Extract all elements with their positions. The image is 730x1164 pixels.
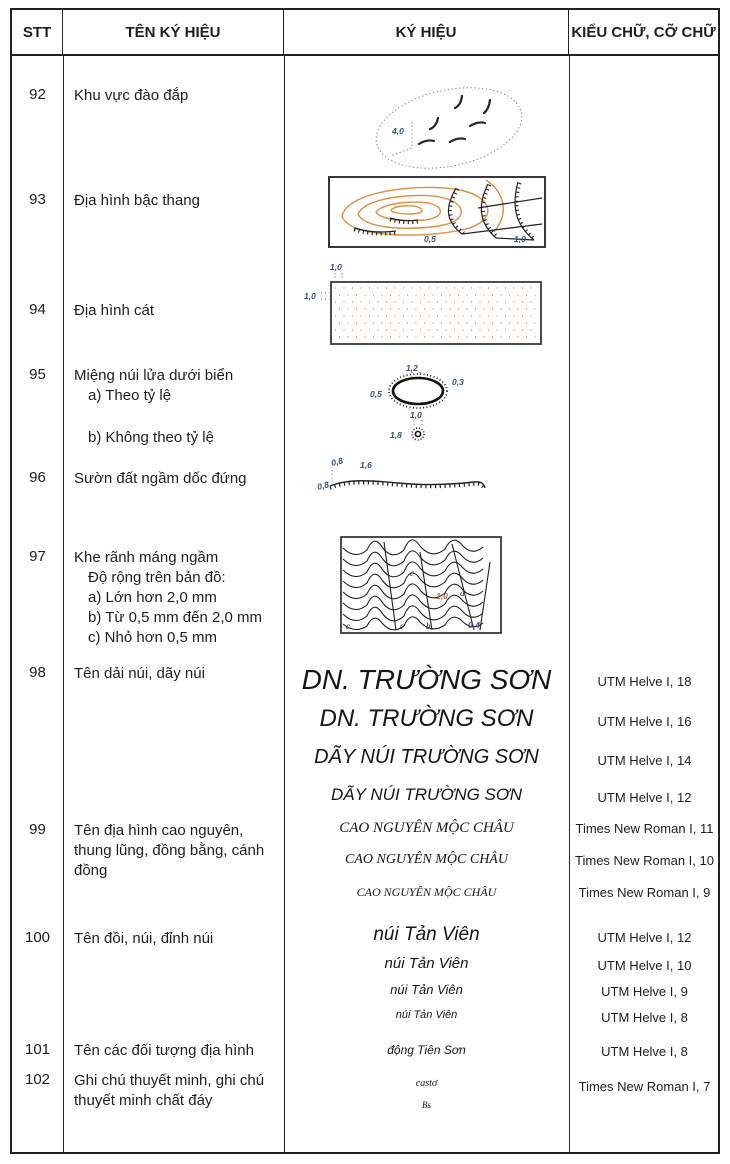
dimension-label: 0,8 [330, 455, 344, 468]
row-101-number: 101 [24, 1041, 51, 1058]
sample-text: DÃY NÚI TRƯỜNG SƠN [331, 785, 522, 804]
dimension-label: 0,4 [468, 620, 480, 630]
symbol-96-steep-underwater-slope [318, 456, 496, 506]
column-divider [63, 56, 64, 1154]
dimension-label: 0,8 [316, 479, 330, 492]
sample-text: núi Tản Viên [390, 982, 463, 997]
row-97-note: Độ rộng trên bản đồ: [88, 569, 226, 586]
table-body [12, 56, 718, 1154]
sample-text: núi Tản Viên [373, 924, 480, 945]
symbol-97-underground-gully [340, 536, 502, 634]
symbol-93-terraced-terrain [328, 176, 546, 248]
row-99-number: 99 [29, 821, 46, 838]
row-97-sub-b: b) Từ 0,5 mm đến 2,0 mm [88, 609, 262, 626]
font-spec: UTM Helve I, 8 [601, 1010, 688, 1025]
font-spec: UTM Helve I, 12 [597, 930, 692, 945]
font-spec: Times New Roman I, 10 [575, 853, 714, 868]
row-101-name: Tên các đối tượng địa hình [74, 1042, 254, 1059]
font-spec: UTM Helve I, 14 [597, 753, 692, 768]
sample-text: DÃY NÚI TRƯỜNG SƠN [314, 746, 539, 768]
sample-text: CAO NGUYÊN MỘC CHÂU [345, 852, 508, 867]
symbol-92-excavation-area [364, 82, 534, 174]
sample-text: núi Tản Viên [384, 955, 469, 972]
gully-letter: c [410, 568, 414, 578]
gully-letter: c [400, 621, 404, 631]
header-symbol: KÝ HIỆU [284, 10, 569, 54]
sample-text: CAO NGUYÊN MỘC CHÂU [339, 820, 514, 836]
row-102-name: Ghi chú thuyết minh, ghi chú thuyết minh chất đáy [74, 1072, 265, 1109]
dimension-label: 1,0 [410, 410, 422, 420]
gully-letter: c [346, 621, 350, 631]
row-97-sub-c: c) Nhỏ hơn 0,5 mm [88, 629, 218, 646]
row-96-name: Sườn đất ngầm dốc đứng [74, 470, 247, 487]
dimension-label: 1,0 [514, 234, 526, 244]
row-92-name: Khu vực đào đắp [74, 87, 189, 104]
dimension-label: 4,0 [392, 126, 404, 136]
row-93-name: Địa hình bậc thang [74, 192, 200, 209]
row-99-name: Tên địa hình cao nguyên, thung lũng, đồng bằng, cánh đồng [74, 822, 265, 879]
row-95-name: Miệng núi lửa dưới biển [74, 367, 234, 384]
row-102-number: 102 [24, 1071, 51, 1088]
row-98-name: Tên dải núi, dãy núi [74, 665, 205, 682]
dimension-label: 1,2 [406, 363, 418, 373]
symbol-95-underwater-volcano [360, 364, 488, 450]
sample-text: Bs [422, 1100, 431, 1110]
header-font-spec: KIỂU CHỮ, CỠ CHỮ [571, 23, 716, 41]
dimension-label: 1,6 [360, 460, 372, 470]
table-header [12, 10, 718, 56]
gully-letter: a [460, 588, 465, 598]
row-100-name: Tên đồi, núi, đỉnh núi [74, 930, 214, 947]
row-97-number: 97 [29, 548, 46, 565]
sample-text: castơ [415, 1078, 438, 1089]
row-98-number: 98 [29, 664, 46, 681]
row-97-name: Khe rãnh máng ngầm [74, 549, 219, 566]
font-spec: UTM Helve I, 8 [601, 1044, 688, 1059]
row-100-number: 100 [24, 929, 51, 946]
row-94-name: Địa hình cát [74, 302, 155, 319]
dimension-label: 1,0 [330, 262, 342, 272]
sample-text: động Tiên Sơn [387, 1043, 466, 1057]
font-spec: UTM Helve I, 9 [601, 984, 688, 999]
header-stt: STT [12, 10, 63, 54]
row-95-number: 95 [29, 366, 46, 383]
row-92-number: 92 [29, 86, 46, 103]
font-spec: UTM Helve I, 10 [597, 958, 692, 973]
row-96-number: 96 [29, 469, 46, 486]
row-95-sub-a: a) Theo tỷ lệ [88, 387, 172, 404]
sample-text: CAO NGUYÊN MỘC CHÂU [356, 885, 497, 899]
gully-letter: b [426, 621, 431, 631]
symbol-94-sand-terrain [303, 260, 547, 350]
sample-text: DN. TRƯỜNG SƠN [301, 664, 552, 695]
dimension-label: 1,0 [436, 591, 448, 601]
font-spec: Times New Roman I, 9 [578, 885, 711, 900]
header-symbol-name: TÊN KÝ HIỆU [63, 10, 284, 54]
font-spec: Times New Roman I, 11 [575, 821, 714, 836]
row-97-sub-a: a) Lớn hơn 2,0 mm [88, 589, 217, 606]
row-94-number: 94 [29, 301, 46, 318]
row-95-sub-b: b) Không theo tỷ lệ [88, 429, 214, 446]
legend-table [10, 8, 720, 1154]
font-spec: Times New Roman I, 7 [578, 1079, 711, 1094]
font-spec: UTM Helve I, 16 [597, 714, 692, 729]
dimension-label: 0,3 [452, 377, 464, 387]
row-93-number: 93 [29, 191, 46, 208]
font-spec: UTM Helve I, 12 [597, 790, 692, 805]
dimension-label: 1,8 [390, 430, 402, 440]
sample-text: núi Tản Viên [395, 1009, 458, 1021]
dimension-label: 1,0 [304, 291, 316, 301]
sample-text: DN. TRƯỜNG SƠN [319, 705, 534, 732]
dimension-label: 0,5 [370, 389, 382, 399]
dimension-label: 0,5 [424, 234, 436, 244]
font-spec: UTM Helve I, 18 [597, 674, 692, 689]
